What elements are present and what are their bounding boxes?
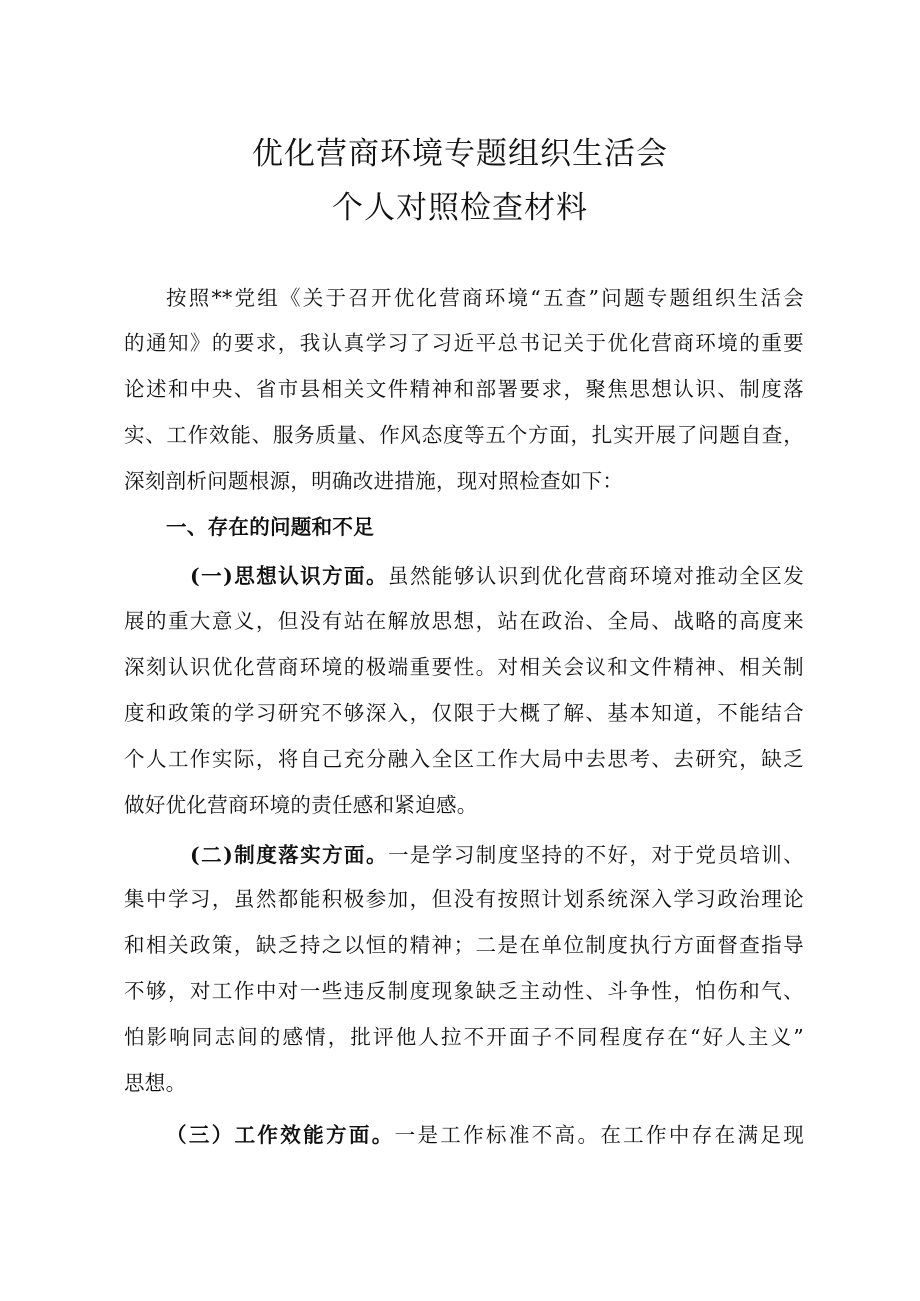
intro-line: 深刻剖析问题根源，明确改进措施，现对照检查如下：	[124, 469, 624, 493]
subsection-heading: (二)制度落实方面。	[190, 843, 388, 867]
document-title-line2: 个人对照检查材料	[332, 190, 588, 226]
paragraph-line: 度和政策的学习研究不够深入，仅限于大概了解、基本知道，不能结合	[124, 701, 804, 725]
paragraph-text: 一是工作标准不高。在工作中存在满足现	[394, 1123, 804, 1147]
paragraph-line: 集中学习，虽然都能积极参加，但没有按照计划系统深入学习政治理论	[124, 887, 804, 911]
paragraph-first-line	[190, 561, 804, 591]
paragraph-text: 虽然能够认识到优化营商环境对推动全区发	[387, 564, 804, 588]
paragraph-line: 个人工作实际，将自己充分融入全区工作大局中去思考、去研究，缺乏	[124, 747, 804, 771]
subsection-heading: (一)思想认识方面。	[190, 564, 388, 588]
paragraph-line: 和相关政策，缺乏持之以恒的精神；二是在单位制度执行方面督查指导	[124, 933, 804, 957]
paragraph-line: 做好优化营商环境的责任感和紧迫感。	[124, 793, 478, 817]
paragraph-text: 一是学习制度坚持的不好，对于党员培训、	[387, 843, 804, 867]
paragraph-line: 怕影响同志间的感情，批评他人拉不开面子不同程度存在“好人主义”	[124, 1025, 804, 1049]
paragraph-line: 深刻认识优化营商环境的极端重要性。对相关会议和文件精神、相关制	[124, 655, 804, 679]
intro-line: 按照**党组《关于召开优化营商环境“五查”问题专题组织生活会	[166, 286, 804, 310]
paragraph-first-line	[190, 840, 804, 870]
document-title-line1: 优化营商环境专题组织生活会	[252, 136, 668, 172]
intro-line: 论述和中央、省市县相关文件精神和部署要求，聚焦思想认识、制度落	[124, 377, 804, 401]
paragraph-line: 不够，对工作中对一些违反制度现象缺乏主动性、斗争性，怕伤和气、	[124, 979, 804, 1003]
intro-line: 实、工作效能、服务质量、作风态度等五个方面，扎实开展了问题自查，	[124, 423, 804, 447]
subsection-heading: （三）工作效能方面。	[166, 1123, 395, 1147]
paragraph-line: 思想。	[124, 1071, 187, 1095]
intro-line: 的通知》的要求，我认真学习了习近平总书记关于优化营商环境的重要	[124, 331, 804, 355]
section-heading: 一、存在的问题和不足	[166, 515, 374, 539]
paragraph-line: 展的重大意义，但没有站在解放思想，站在政治、全局、战略的高度来	[124, 609, 804, 633]
paragraph-first-line	[166, 1120, 804, 1150]
